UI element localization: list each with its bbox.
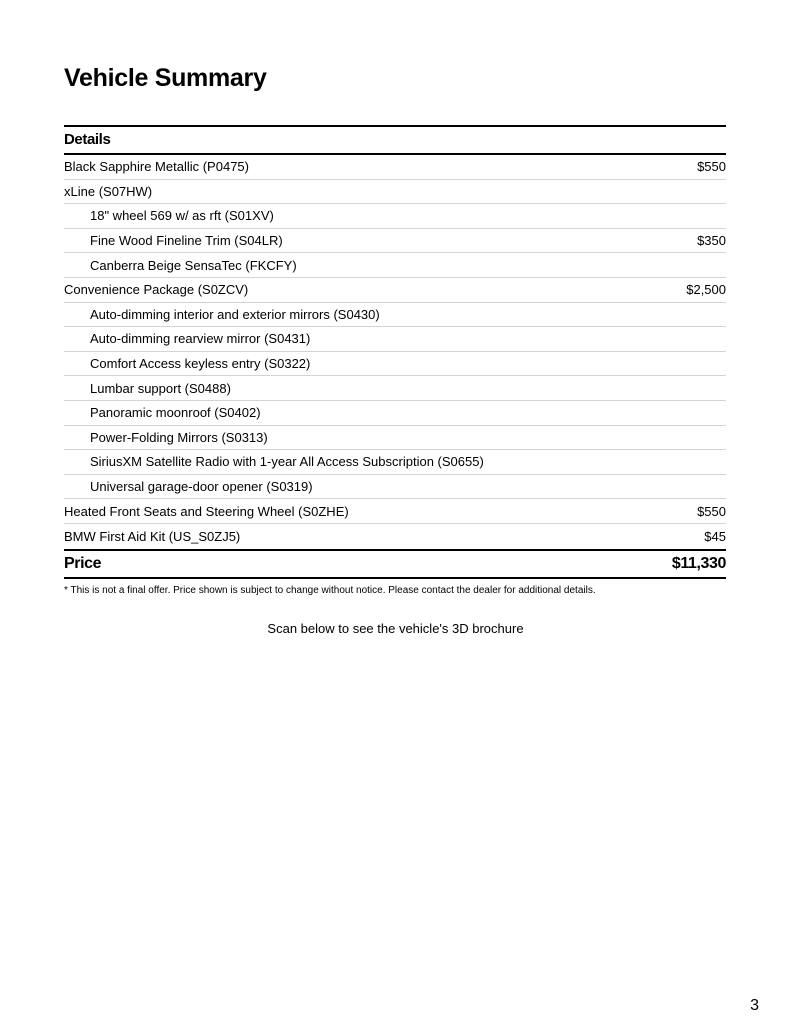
- price-label: Price: [64, 554, 102, 572]
- option-sub-item: [64, 475, 726, 500]
- option-sub-item: [64, 450, 726, 475]
- option-item: [64, 499, 726, 524]
- option-sub-item: [64, 352, 726, 377]
- option-price: $550: [697, 503, 726, 519]
- option-sub-item: [64, 204, 726, 229]
- option-sub-item: [64, 426, 726, 451]
- option-label: Auto-dimming interior and exterior mirrors (S0430): [90, 306, 380, 322]
- details-header: Details: [64, 125, 726, 155]
- price-row: [64, 549, 726, 579]
- option-label: Canberra Beige SensaTec (FKCFY): [90, 257, 297, 273]
- option-label: Heated Front Seats and Steering Wheel (S0ZHE): [64, 503, 349, 519]
- option-sub-item: [64, 303, 726, 328]
- option-sub-item: [64, 253, 726, 278]
- disclaimer: * This is not a final offer. Price shown is subject to change without notice. Please contact the dealer for additional details.: [64, 584, 596, 596]
- option-item: [64, 524, 726, 549]
- option-sub-item: [64, 376, 726, 401]
- option-price: $2,500: [686, 282, 726, 298]
- option-sub-item: [64, 327, 726, 352]
- option-item: [64, 278, 726, 303]
- option-label: Convenience Package (S0ZCV): [64, 282, 249, 298]
- option-item: [64, 180, 726, 205]
- scan-note: Scan below to see the vehicle's 3D brochure: [267, 621, 524, 636]
- option-label: Black Sapphire Metallic (P0475): [64, 159, 249, 175]
- option-price: $550: [697, 159, 726, 175]
- option-list: [64, 155, 726, 549]
- option-price: $350: [697, 233, 726, 249]
- option-label: SiriusXM Satellite Radio with 1-year All Access Subscription (S0655): [90, 454, 484, 470]
- option-label: Comfort Access keyless entry (S0322): [90, 356, 311, 372]
- option-label: 18" wheel 569 w/ as rft (S01XV): [90, 208, 274, 224]
- option-label: Fine Wood Fineline Trim (S04LR): [90, 233, 283, 249]
- page-number: 3: [750, 997, 759, 1014]
- option-label: Power-Folding Mirrors (S0313): [90, 429, 268, 445]
- option-label: xLine (S07HW): [64, 183, 153, 199]
- option-price: $45: [704, 528, 726, 544]
- option-label: Auto-dimming rearview mirror (S0431): [90, 331, 311, 347]
- option-label: BMW First Aid Kit (US_S0ZJ5): [64, 528, 241, 544]
- option-label: Universal garage-door opener (S0319): [90, 479, 313, 495]
- price-total: $11,330: [671, 554, 726, 572]
- vehicle-summary-table: [64, 125, 726, 597]
- option-label: Panoramic moonroof (S0402): [90, 405, 261, 421]
- option-item: [64, 155, 726, 180]
- option-sub-item: [64, 401, 726, 426]
- option-label: Lumbar support (S0488): [90, 380, 231, 396]
- option-sub-item: [64, 229, 726, 254]
- page-title: Vehicle Summary: [64, 64, 267, 92]
